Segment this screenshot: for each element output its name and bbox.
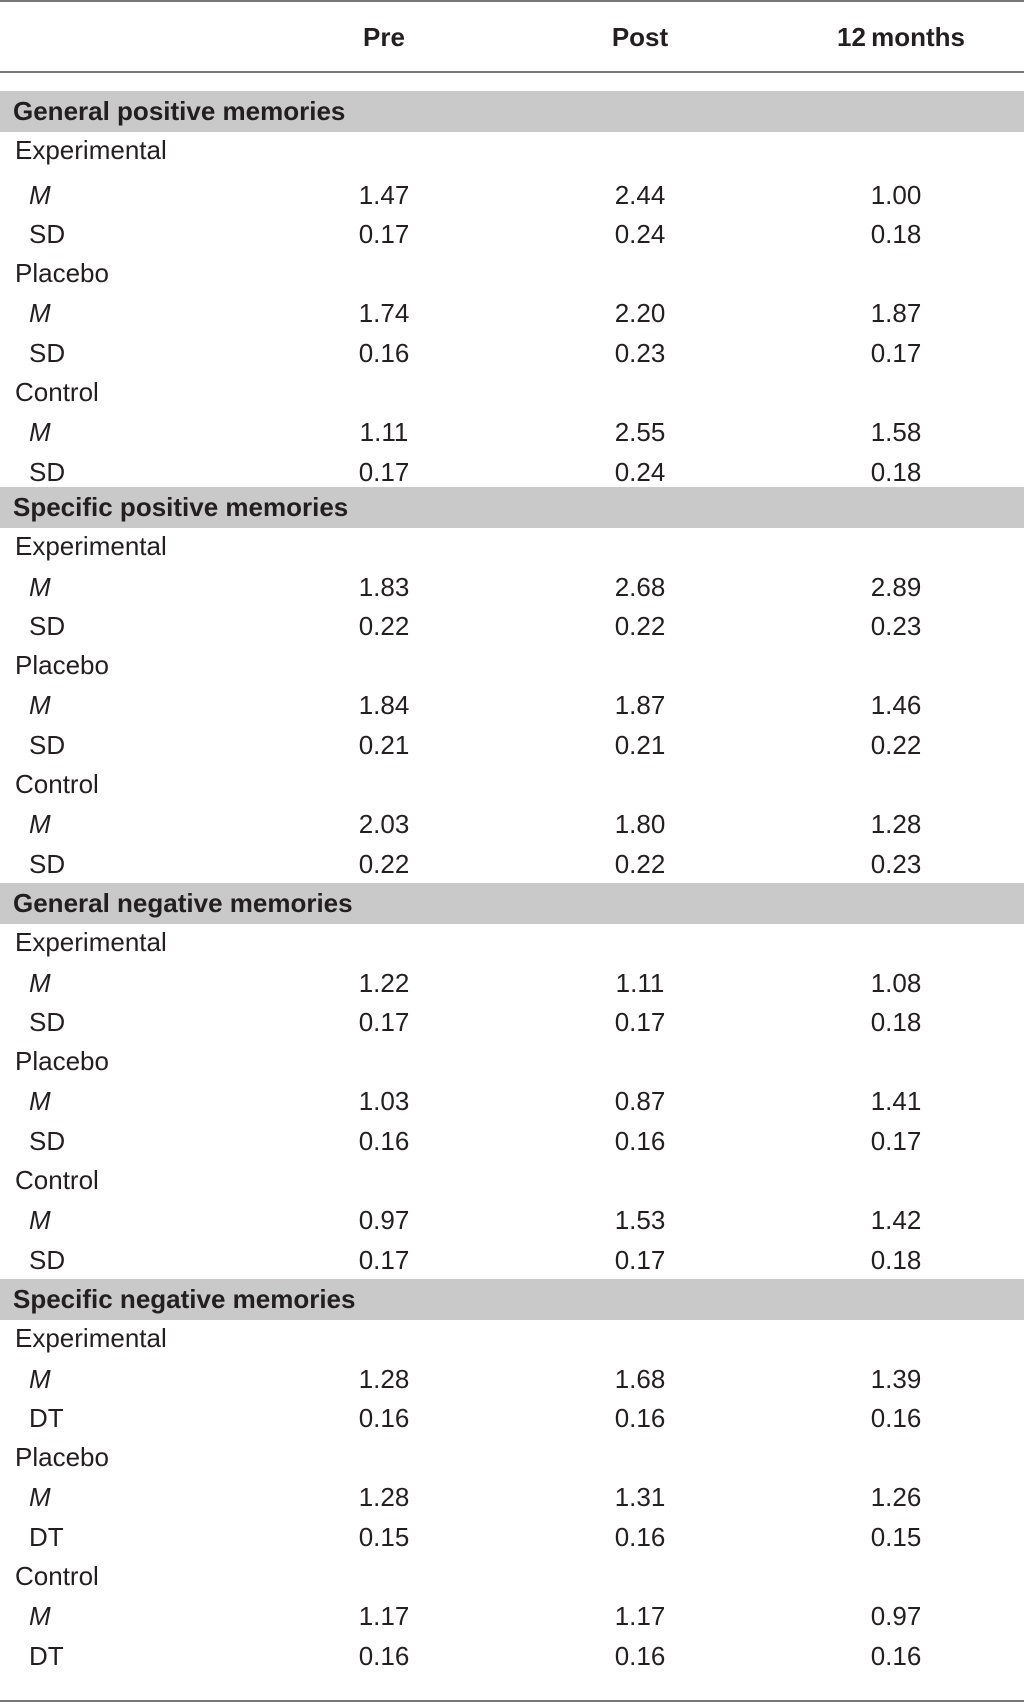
table-row (0, 177, 1024, 213)
stat-label: M (29, 1086, 51, 1117)
cell-value: 1.83 (358, 571, 410, 602)
cell-value: 1.17 (614, 1601, 666, 1632)
cell-value: 1.17 (358, 1601, 410, 1632)
table-row (0, 1519, 1024, 1555)
stat-label: SD (29, 848, 66, 879)
cell-value: 1.42 (870, 1205, 922, 1236)
stat-label: M (29, 1601, 51, 1632)
cell-value: 1.00 (870, 179, 922, 210)
table-row (0, 1123, 1024, 1159)
cell-value: 1.22 (358, 967, 410, 998)
cell-value: 0.17 (870, 1126, 922, 1156)
cell-value: 1.11 (615, 967, 665, 998)
cell-value: 0.16 (358, 338, 410, 368)
stat-label: SD (29, 219, 66, 250)
section-header (0, 883, 1024, 924)
cell-value: 1.58 (870, 417, 922, 448)
cell-value: 1.39 (870, 1363, 922, 1394)
cell-value: 2.03 (358, 809, 410, 840)
section-header (0, 487, 1024, 528)
cell-value: 1.41 (870, 1086, 922, 1117)
group-label: Control (15, 1164, 99, 1195)
group-label: Experimental (15, 531, 167, 561)
cell-value: 1.47 (358, 179, 410, 210)
cell-value: 0.24 (614, 219, 666, 250)
cell-value: 0.22 (358, 848, 410, 879)
cell-value: 2.68 (614, 571, 666, 602)
stat-label: M (29, 967, 51, 998)
cell-value: 1.87 (870, 298, 922, 329)
stat-label: DT (29, 1403, 64, 1434)
cell-value: 0.23 (870, 611, 922, 642)
cell-value: 0.17 (614, 1007, 666, 1038)
cell-value: 2.55 (614, 417, 666, 448)
stat-label: SD (29, 338, 66, 368)
table-row (0, 687, 1024, 723)
cell-value: 0.17 (614, 1244, 666, 1275)
cell-value: 1.74 (358, 298, 410, 329)
cell-value: 0.18 (870, 456, 922, 487)
table-row (0, 846, 1024, 882)
cell-value: 1.28 (358, 1482, 410, 1513)
table-row (0, 965, 1024, 1001)
table-row (0, 806, 1024, 842)
cell-value: 0.16 (614, 1640, 666, 1671)
table-row (0, 608, 1024, 644)
cell-value: 0.22 (358, 611, 410, 642)
table-row (0, 1598, 1024, 1634)
group-label: Placebo (15, 1045, 109, 1076)
table-row (0, 1400, 1024, 1436)
group-label: Control (15, 1560, 99, 1591)
cell-value: 1.87 (614, 690, 666, 721)
stat-label: M (29, 690, 51, 721)
cell-value: 0.21 (614, 730, 666, 760)
table-row (0, 727, 1024, 763)
cell-value: 0.17 (358, 1244, 410, 1275)
table-row (0, 414, 1024, 450)
cell-value: 1.68 (614, 1363, 666, 1394)
stat-label: M (29, 298, 51, 329)
stat-label: SD (29, 456, 66, 487)
cell-value: 0.97 (358, 1205, 410, 1236)
stat-label: SD (29, 611, 66, 642)
cell-value: 0.23 (614, 338, 666, 368)
cell-value: 2.44 (614, 179, 666, 210)
group-label: Experimental (15, 1323, 167, 1353)
table-row (0, 1004, 1024, 1040)
stat-label: DT (29, 1640, 64, 1671)
cell-value: 1.28 (358, 1363, 410, 1394)
table-row (0, 1202, 1024, 1238)
cell-value: 0.16 (358, 1126, 410, 1156)
section-header (0, 91, 1024, 132)
cell-value: 0.16 (614, 1403, 666, 1434)
cell-value: 0.97 (870, 1601, 922, 1632)
cell-value: 0.17 (358, 1007, 410, 1038)
table-row (0, 569, 1024, 605)
cell-value: 0.16 (870, 1640, 922, 1671)
cell-value: 0.16 (614, 1126, 666, 1156)
cell-value: 0.18 (870, 1244, 922, 1275)
cell-value: 1.80 (614, 809, 666, 840)
stat-label: SD (29, 730, 66, 760)
group-label: Placebo (15, 649, 109, 680)
section-title: Specific positive memories (13, 492, 349, 522)
table-row (0, 454, 1024, 490)
cell-value: 2.20 (614, 298, 666, 329)
section-title: General negative memories (13, 888, 353, 918)
cell-value: 0.87 (614, 1086, 666, 1117)
table-row (0, 1361, 1024, 1397)
group-label: Control (15, 768, 99, 799)
table-row (0, 1083, 1024, 1119)
cell-value: 1.28 (870, 809, 922, 840)
stat-label: M (29, 417, 51, 448)
table-row (0, 1242, 1024, 1278)
stat-label: SD (29, 1244, 66, 1275)
stat-label: M (29, 809, 51, 840)
section-header (0, 1279, 1024, 1320)
bottom-rule (0, 1700, 1024, 1702)
cell-value: 0.24 (614, 456, 666, 487)
table-row (0, 1638, 1024, 1674)
table-row (0, 1479, 1024, 1515)
table-row (0, 295, 1024, 331)
table-row (0, 216, 1024, 252)
cell-value: 0.15 (358, 1522, 410, 1552)
stat-label: SD (29, 1126, 66, 1156)
header-rule (0, 71, 1024, 73)
cell-value: 0.17 (358, 219, 410, 250)
stat-label: M (29, 1482, 51, 1513)
cell-value: 1.84 (358, 690, 410, 721)
cell-value: 1.11 (359, 417, 409, 448)
column-header-12-months: 12 months (836, 22, 965, 52)
cell-value: 2.89 (870, 571, 922, 602)
stat-label: M (29, 1205, 51, 1236)
cell-value: 0.17 (358, 456, 410, 487)
cell-value: 1.03 (358, 1086, 410, 1117)
stat-label: DT (29, 1522, 64, 1552)
column-header-pre: Pre (363, 22, 405, 52)
cell-value: 0.16 (358, 1640, 410, 1671)
cell-value: 0.16 (870, 1403, 922, 1434)
cell-value: 1.26 (870, 1482, 922, 1513)
stat-label: M (29, 179, 51, 210)
group-label: Experimental (15, 927, 167, 957)
cell-value: 0.22 (614, 611, 666, 642)
cell-value: 0.22 (870, 730, 922, 760)
cell-value: 1.46 (870, 690, 922, 721)
cell-value: 0.16 (358, 1403, 410, 1434)
cell-value: 0.16 (614, 1522, 666, 1552)
cell-value: 0.21 (358, 730, 410, 760)
group-label: Placebo (15, 257, 109, 288)
cell-value: 1.31 (614, 1482, 666, 1513)
column-header-post: Post (611, 22, 669, 52)
section-title: General positive memories (13, 96, 346, 126)
cell-value: 1.53 (614, 1205, 666, 1236)
group-label: Placebo (15, 1441, 109, 1472)
cell-value: 0.18 (870, 1007, 922, 1038)
cell-value: 0.15 (870, 1522, 922, 1552)
cell-value: 0.18 (870, 219, 922, 250)
table-row (0, 335, 1024, 371)
section-title: Specific negative memories (13, 1284, 356, 1314)
cell-value: 1.08 (870, 967, 922, 998)
header-row (0, 0, 1024, 72)
group-label: Experimental (15, 135, 167, 165)
cell-value: 0.23 (870, 848, 922, 879)
stat-label: M (29, 571, 51, 602)
group-label: Control (15, 376, 99, 407)
cell-value: 0.17 (870, 338, 922, 368)
stat-label: M (29, 1363, 51, 1394)
cell-value: 0.22 (614, 848, 666, 879)
stat-label: SD (29, 1007, 66, 1038)
